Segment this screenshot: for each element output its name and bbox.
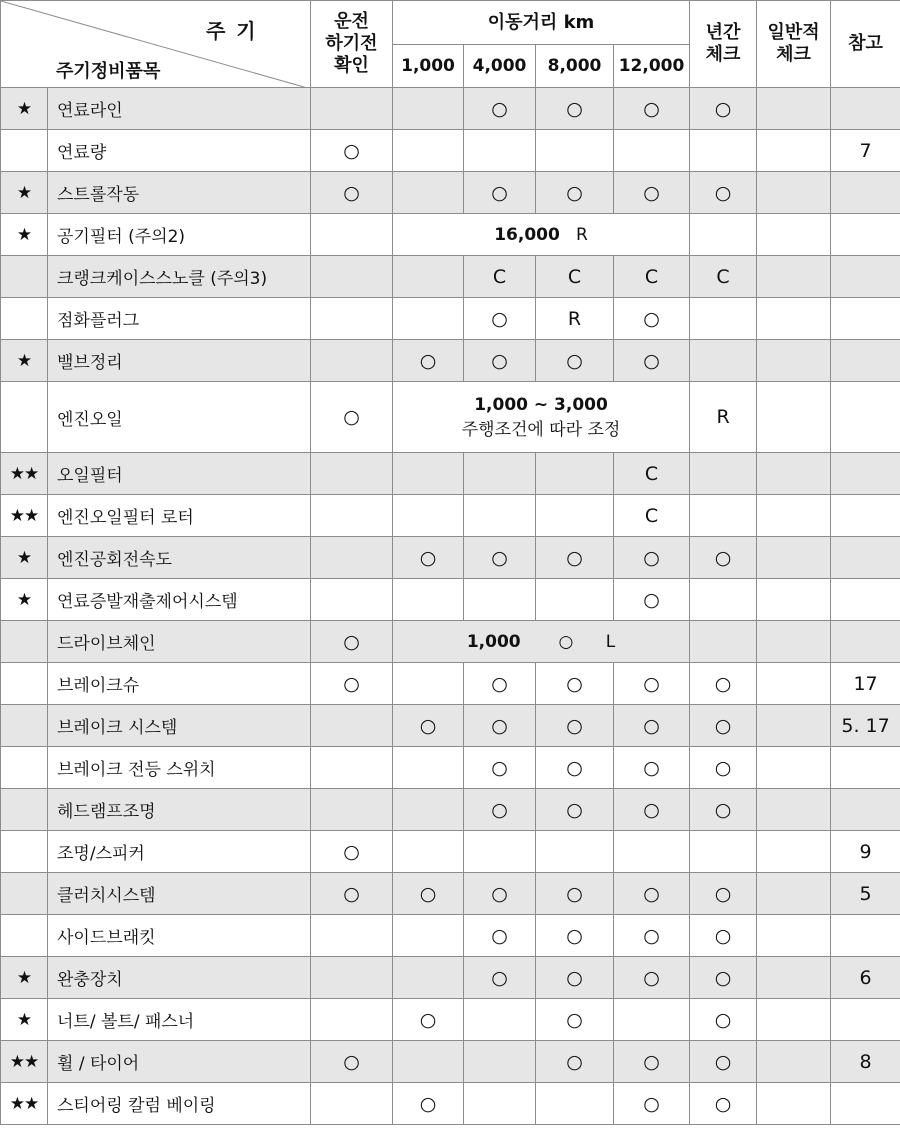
- km-4000-cell: ○: [464, 957, 536, 999]
- pre-ride-cell: ○: [311, 382, 393, 453]
- pre-ride-cell: [311, 88, 393, 130]
- general-cell: [757, 130, 831, 172]
- km-8000-cell: ○: [536, 957, 614, 999]
- annual-cell: ○: [690, 172, 757, 214]
- general-cell: [757, 495, 831, 537]
- priority-star: [1, 873, 48, 915]
- general-line-1: 일반적: [767, 22, 820, 43]
- reference-cell: [831, 999, 900, 1041]
- km-1000-cell: ○: [393, 537, 464, 579]
- general-cell: [757, 999, 831, 1041]
- km-8000-cell: ○: [536, 663, 614, 705]
- item-name: 너트/ 볼트/ 패스너: [48, 999, 311, 1041]
- item-name: 휠 / 타이어: [48, 1041, 311, 1083]
- km-12000-cell: ○: [614, 789, 690, 831]
- priority-star: ★★: [1, 453, 48, 495]
- reference-cell: [831, 1083, 900, 1125]
- pre-ride-cell: [311, 705, 393, 747]
- annual-cell: ○: [690, 873, 757, 915]
- reference-cell: 5. 17: [831, 705, 900, 747]
- priority-star: [1, 747, 48, 789]
- priority-star: [1, 663, 48, 705]
- distance-1000-header: 1,000: [393, 45, 464, 88]
- reference-cell: [831, 915, 900, 957]
- priority-star: ★★: [1, 495, 48, 537]
- km-12000-cell: ○: [614, 1083, 690, 1125]
- km-1000-cell: [393, 172, 464, 214]
- table-body: [1, 88, 900, 1125]
- priority-star: [1, 621, 48, 663]
- general-cell: [757, 831, 831, 873]
- priority-star: ★: [1, 340, 48, 382]
- km-8000-cell: [536, 1083, 614, 1125]
- reference-cell: [831, 340, 900, 382]
- item-name: 엔진오일필터 로터: [48, 495, 311, 537]
- general-cell: [757, 340, 831, 382]
- priority-star: ★: [1, 957, 48, 999]
- general-cell: [757, 789, 831, 831]
- item-name: 공기필터 (주의2): [48, 214, 311, 256]
- reference-cell: 8: [831, 1041, 900, 1083]
- km-12000-cell: C: [614, 453, 690, 495]
- table-row: [1, 957, 900, 999]
- annual-line-2: 체크: [705, 44, 741, 65]
- pre-ride-cell: ○: [311, 663, 393, 705]
- item-name: 밸브정리: [48, 340, 311, 382]
- reference-cell: [831, 214, 900, 256]
- km-4000-cell: ○: [464, 705, 536, 747]
- annual-cell: ○: [690, 1083, 757, 1125]
- km-4000-cell: ○: [464, 172, 536, 214]
- item-name: 연료라인: [48, 88, 311, 130]
- km-1000-cell: [393, 915, 464, 957]
- km-12000-cell: ○: [614, 579, 690, 621]
- km-8000-cell: ○: [536, 999, 614, 1041]
- km-12000-cell: ○: [614, 1041, 690, 1083]
- km-8000-cell: ○: [536, 537, 614, 579]
- km-8000-cell: ○: [536, 747, 614, 789]
- annual-cell: [690, 340, 757, 382]
- general-cell: [757, 172, 831, 214]
- priority-star: [1, 382, 48, 453]
- km-8000-cell: [536, 831, 614, 873]
- annual-cell: [690, 621, 757, 663]
- annual-cell: ○: [690, 1041, 757, 1083]
- km-8000-cell: ○: [536, 1041, 614, 1083]
- annual-cell: R: [690, 382, 757, 453]
- item-name: 스트롤작동: [48, 172, 311, 214]
- pre-ride-cell: ○: [311, 621, 393, 663]
- priority-star: [1, 705, 48, 747]
- pre-ride-cell: [311, 999, 393, 1041]
- reference-cell: [831, 382, 900, 453]
- km-1000-cell: ○: [393, 705, 464, 747]
- km-12000-cell: ○: [614, 340, 690, 382]
- table-row: [1, 537, 900, 579]
- annual-cell: [690, 579, 757, 621]
- km-12000-cell: ○: [614, 663, 690, 705]
- pre-ride-cell: [311, 957, 393, 999]
- pre-ride-check-header: [311, 1, 393, 88]
- km-4000-cell: C: [464, 256, 536, 298]
- priority-star: [1, 130, 48, 172]
- interval-span-cell: [393, 621, 690, 663]
- pre-ride-cell: ○: [311, 130, 393, 172]
- km-4000-cell: ○: [464, 915, 536, 957]
- reference-cell: 9: [831, 831, 900, 873]
- km-1000-cell: ○: [393, 340, 464, 382]
- table-row: [1, 453, 900, 495]
- km-4000-cell: ○: [464, 537, 536, 579]
- table-row: [1, 789, 900, 831]
- table-row: [1, 340, 900, 382]
- km-4000-cell: ○: [464, 663, 536, 705]
- item-name: 브레이크 시스템: [48, 705, 311, 747]
- table-row: [1, 88, 900, 130]
- pre-ride-cell: ○: [311, 1041, 393, 1083]
- general-cell: [757, 957, 831, 999]
- priority-star: ★: [1, 999, 48, 1041]
- reference-cell: [831, 621, 900, 663]
- pre-ride-cell: [311, 214, 393, 256]
- km-1000-cell: [393, 831, 464, 873]
- annual-cell: ○: [690, 747, 757, 789]
- table-row: [1, 1041, 900, 1083]
- general-check-header: [757, 1, 831, 88]
- km-1000-cell: [393, 130, 464, 172]
- annual-cell: C: [690, 256, 757, 298]
- km-4000-cell: [464, 831, 536, 873]
- pre-ride-cell: [311, 537, 393, 579]
- reference-cell: [831, 495, 900, 537]
- general-cell: [757, 1083, 831, 1125]
- km-4000-cell: [464, 1083, 536, 1125]
- general-cell: [757, 256, 831, 298]
- annual-cell: [690, 298, 757, 340]
- km-1000-cell: [393, 747, 464, 789]
- km-1000-cell: [393, 88, 464, 130]
- cycle-label: 주 기: [206, 19, 258, 43]
- table-row: [1, 579, 900, 621]
- km-1000-cell: [393, 453, 464, 495]
- reference-header: 참고: [831, 1, 900, 88]
- table-row: [1, 747, 900, 789]
- priority-star: ★★: [1, 1083, 48, 1125]
- reference-cell: [831, 256, 900, 298]
- table-row: [1, 298, 900, 340]
- reference-cell: 7: [831, 130, 900, 172]
- km-1000-cell: [393, 495, 464, 537]
- table-row: [1, 999, 900, 1041]
- reference-cell: [831, 88, 900, 130]
- km-12000-cell: ○: [614, 957, 690, 999]
- km-8000-cell: ○: [536, 789, 614, 831]
- item-name: 엔진공회전속도: [48, 537, 311, 579]
- km-4000-cell: [464, 130, 536, 172]
- table-row: [1, 873, 900, 915]
- km-12000-cell: [614, 999, 690, 1041]
- km-12000-cell: ○: [614, 747, 690, 789]
- annual-check-header: [690, 1, 757, 88]
- general-cell: [757, 873, 831, 915]
- priority-star: ★: [1, 214, 48, 256]
- reference-cell: [831, 172, 900, 214]
- annual-cell: ○: [690, 915, 757, 957]
- pre-ride-cell: [311, 298, 393, 340]
- interval-value: 16,000: [494, 224, 560, 245]
- reference-cell: [831, 579, 900, 621]
- pre-ride-cell: [311, 579, 393, 621]
- item-name: 헤드램프조명: [48, 789, 311, 831]
- km-12000-cell: ○: [614, 88, 690, 130]
- pre-ride-cell: [311, 789, 393, 831]
- table-row: [1, 621, 900, 663]
- interval-span-cell: [393, 214, 690, 256]
- interval-action: L: [605, 631, 616, 652]
- table-row: [1, 256, 900, 298]
- annual-cell: [690, 495, 757, 537]
- header-diagonal-cell: [1, 1, 311, 88]
- item-name: 클러치시스템: [48, 873, 311, 915]
- table-row: [1, 1083, 900, 1125]
- interval-mark: ○: [558, 631, 574, 652]
- km-8000-cell: ○: [536, 915, 614, 957]
- km-4000-cell: [464, 453, 536, 495]
- priority-star: [1, 256, 48, 298]
- priority-star: [1, 831, 48, 873]
- km-8000-cell: ○: [536, 873, 614, 915]
- km-12000-cell: [614, 130, 690, 172]
- table-row: [1, 663, 900, 705]
- km-8000-cell: ○: [536, 88, 614, 130]
- item-name: 오일필터: [48, 453, 311, 495]
- km-4000-cell: ○: [464, 789, 536, 831]
- annual-cell: [690, 214, 757, 256]
- table-row: [1, 130, 900, 172]
- annual-cell: [690, 831, 757, 873]
- item-name: 크랭크케이스스노클 (주의3): [48, 256, 311, 298]
- annual-cell: ○: [690, 705, 757, 747]
- general-cell: [757, 915, 831, 957]
- pre-ride-cell: ○: [311, 172, 393, 214]
- item-name: 완충장치: [48, 957, 311, 999]
- km-4000-cell: ○: [464, 747, 536, 789]
- km-12000-cell: C: [614, 256, 690, 298]
- table-row: [1, 172, 900, 214]
- annual-line-1: 년간: [705, 22, 741, 43]
- item-name: 조명/스피커: [48, 831, 311, 873]
- priority-star: ★: [1, 579, 48, 621]
- general-cell: [757, 663, 831, 705]
- item-name: 드라이브체인: [48, 621, 311, 663]
- annual-cell: ○: [690, 663, 757, 705]
- km-4000-cell: [464, 495, 536, 537]
- km-8000-cell: [536, 453, 614, 495]
- pre-ride-line-1: 운전: [334, 11, 369, 32]
- general-cell: [757, 1041, 831, 1083]
- table-row: [1, 495, 900, 537]
- priority-star: ★: [1, 88, 48, 130]
- reference-cell: 17: [831, 663, 900, 705]
- annual-cell: ○: [690, 88, 757, 130]
- distance-header: 이동거리 km: [393, 1, 690, 45]
- pre-ride-line-3: 확인: [334, 55, 369, 76]
- distance-12000-header: 12,000: [614, 45, 690, 88]
- km-4000-cell: ○: [464, 88, 536, 130]
- general-line-2: 체크: [776, 44, 811, 65]
- table-row: [1, 382, 900, 453]
- km-1000-cell: [393, 789, 464, 831]
- km-8000-cell: ○: [536, 705, 614, 747]
- reference-cell: [831, 537, 900, 579]
- km-1000-cell: [393, 663, 464, 705]
- km-4000-cell: [464, 579, 536, 621]
- km-1000-cell: ○: [393, 873, 464, 915]
- reference-cell: 5: [831, 873, 900, 915]
- km-1000-cell: ○: [393, 1083, 464, 1125]
- item-name: 연료증발재출제어시스템: [48, 579, 311, 621]
- reference-cell: [831, 789, 900, 831]
- km-12000-cell: ○: [614, 873, 690, 915]
- km-12000-cell: [614, 831, 690, 873]
- general-cell: [757, 214, 831, 256]
- general-cell: [757, 382, 831, 453]
- interval-span-cell: [393, 382, 690, 453]
- km-1000-cell: [393, 1041, 464, 1083]
- km-1000-cell: [393, 957, 464, 999]
- item-name: 브레이크슈: [48, 663, 311, 705]
- pre-ride-cell: [311, 256, 393, 298]
- km-12000-cell: C: [614, 495, 690, 537]
- km-12000-cell: ○: [614, 537, 690, 579]
- item-name: 사이드브래킷: [48, 915, 311, 957]
- km-8000-cell: [536, 495, 614, 537]
- km-8000-cell: ○: [536, 340, 614, 382]
- reference-cell: 6: [831, 957, 900, 999]
- km-4000-cell: [464, 999, 536, 1041]
- interval-range: 1,000 ~ 3,000: [474, 394, 608, 415]
- km-4000-cell: ○: [464, 298, 536, 340]
- priority-star: ★: [1, 537, 48, 579]
- km-8000-cell: [536, 579, 614, 621]
- general-cell: [757, 621, 831, 663]
- interval-value: 1,000: [466, 631, 521, 652]
- general-cell: [757, 747, 831, 789]
- general-cell: [757, 705, 831, 747]
- annual-cell: ○: [690, 999, 757, 1041]
- item-name: 브레이크 전등 스위치: [48, 747, 311, 789]
- general-cell: [757, 88, 831, 130]
- pre-ride-cell: ○: [311, 831, 393, 873]
- km-1000-cell: [393, 298, 464, 340]
- km-12000-cell: ○: [614, 705, 690, 747]
- km-12000-cell: ○: [614, 298, 690, 340]
- reference-cell: [831, 453, 900, 495]
- km-4000-cell: [464, 1041, 536, 1083]
- table-row: [1, 214, 900, 256]
- general-cell: [757, 453, 831, 495]
- pre-ride-cell: [311, 495, 393, 537]
- pre-ride-line-2: 하기전: [325, 33, 378, 54]
- km-1000-cell: [393, 579, 464, 621]
- items-label: 주기정비품목: [56, 61, 161, 82]
- priority-star: [1, 789, 48, 831]
- table-row: [1, 705, 900, 747]
- item-name: 스티어링 칼럼 베이링: [48, 1083, 311, 1125]
- km-1000-cell: [393, 256, 464, 298]
- km-8000-cell: C: [536, 256, 614, 298]
- annual-cell: [690, 130, 757, 172]
- km-1000-cell: ○: [393, 999, 464, 1041]
- km-12000-cell: ○: [614, 915, 690, 957]
- annual-cell: ○: [690, 789, 757, 831]
- km-8000-cell: R: [536, 298, 614, 340]
- priority-star: ★: [1, 172, 48, 214]
- table-row: [1, 831, 900, 873]
- priority-star: ★★: [1, 1041, 48, 1083]
- annual-cell: ○: [690, 537, 757, 579]
- priority-star: [1, 915, 48, 957]
- annual-cell: [690, 453, 757, 495]
- km-4000-cell: ○: [464, 340, 536, 382]
- pre-ride-cell: [311, 1083, 393, 1125]
- pre-ride-cell: [311, 340, 393, 382]
- annual-cell: ○: [690, 957, 757, 999]
- item-name: 연료량: [48, 130, 311, 172]
- interval-note: 주행조건에 따라 조정: [461, 419, 621, 440]
- km-8000-cell: [536, 130, 614, 172]
- reference-cell: [831, 747, 900, 789]
- pre-ride-cell: ○: [311, 873, 393, 915]
- pre-ride-cell: [311, 747, 393, 789]
- item-name: 점화플러그: [48, 298, 311, 340]
- priority-star: [1, 298, 48, 340]
- distance-4000-header: 4,000: [464, 45, 536, 88]
- table-row: [1, 915, 900, 957]
- km-4000-cell: ○: [464, 873, 536, 915]
- interval-action: R: [576, 224, 588, 245]
- pre-ride-cell: [311, 915, 393, 957]
- distance-8000-header: 8,000: [536, 45, 614, 88]
- km-12000-cell: ○: [614, 172, 690, 214]
- pre-ride-cell: [311, 453, 393, 495]
- general-cell: [757, 579, 831, 621]
- reference-cell: [831, 298, 900, 340]
- item-name: 엔진오일: [48, 382, 311, 453]
- km-8000-cell: ○: [536, 172, 614, 214]
- general-cell: [757, 298, 831, 340]
- general-cell: [757, 537, 831, 579]
